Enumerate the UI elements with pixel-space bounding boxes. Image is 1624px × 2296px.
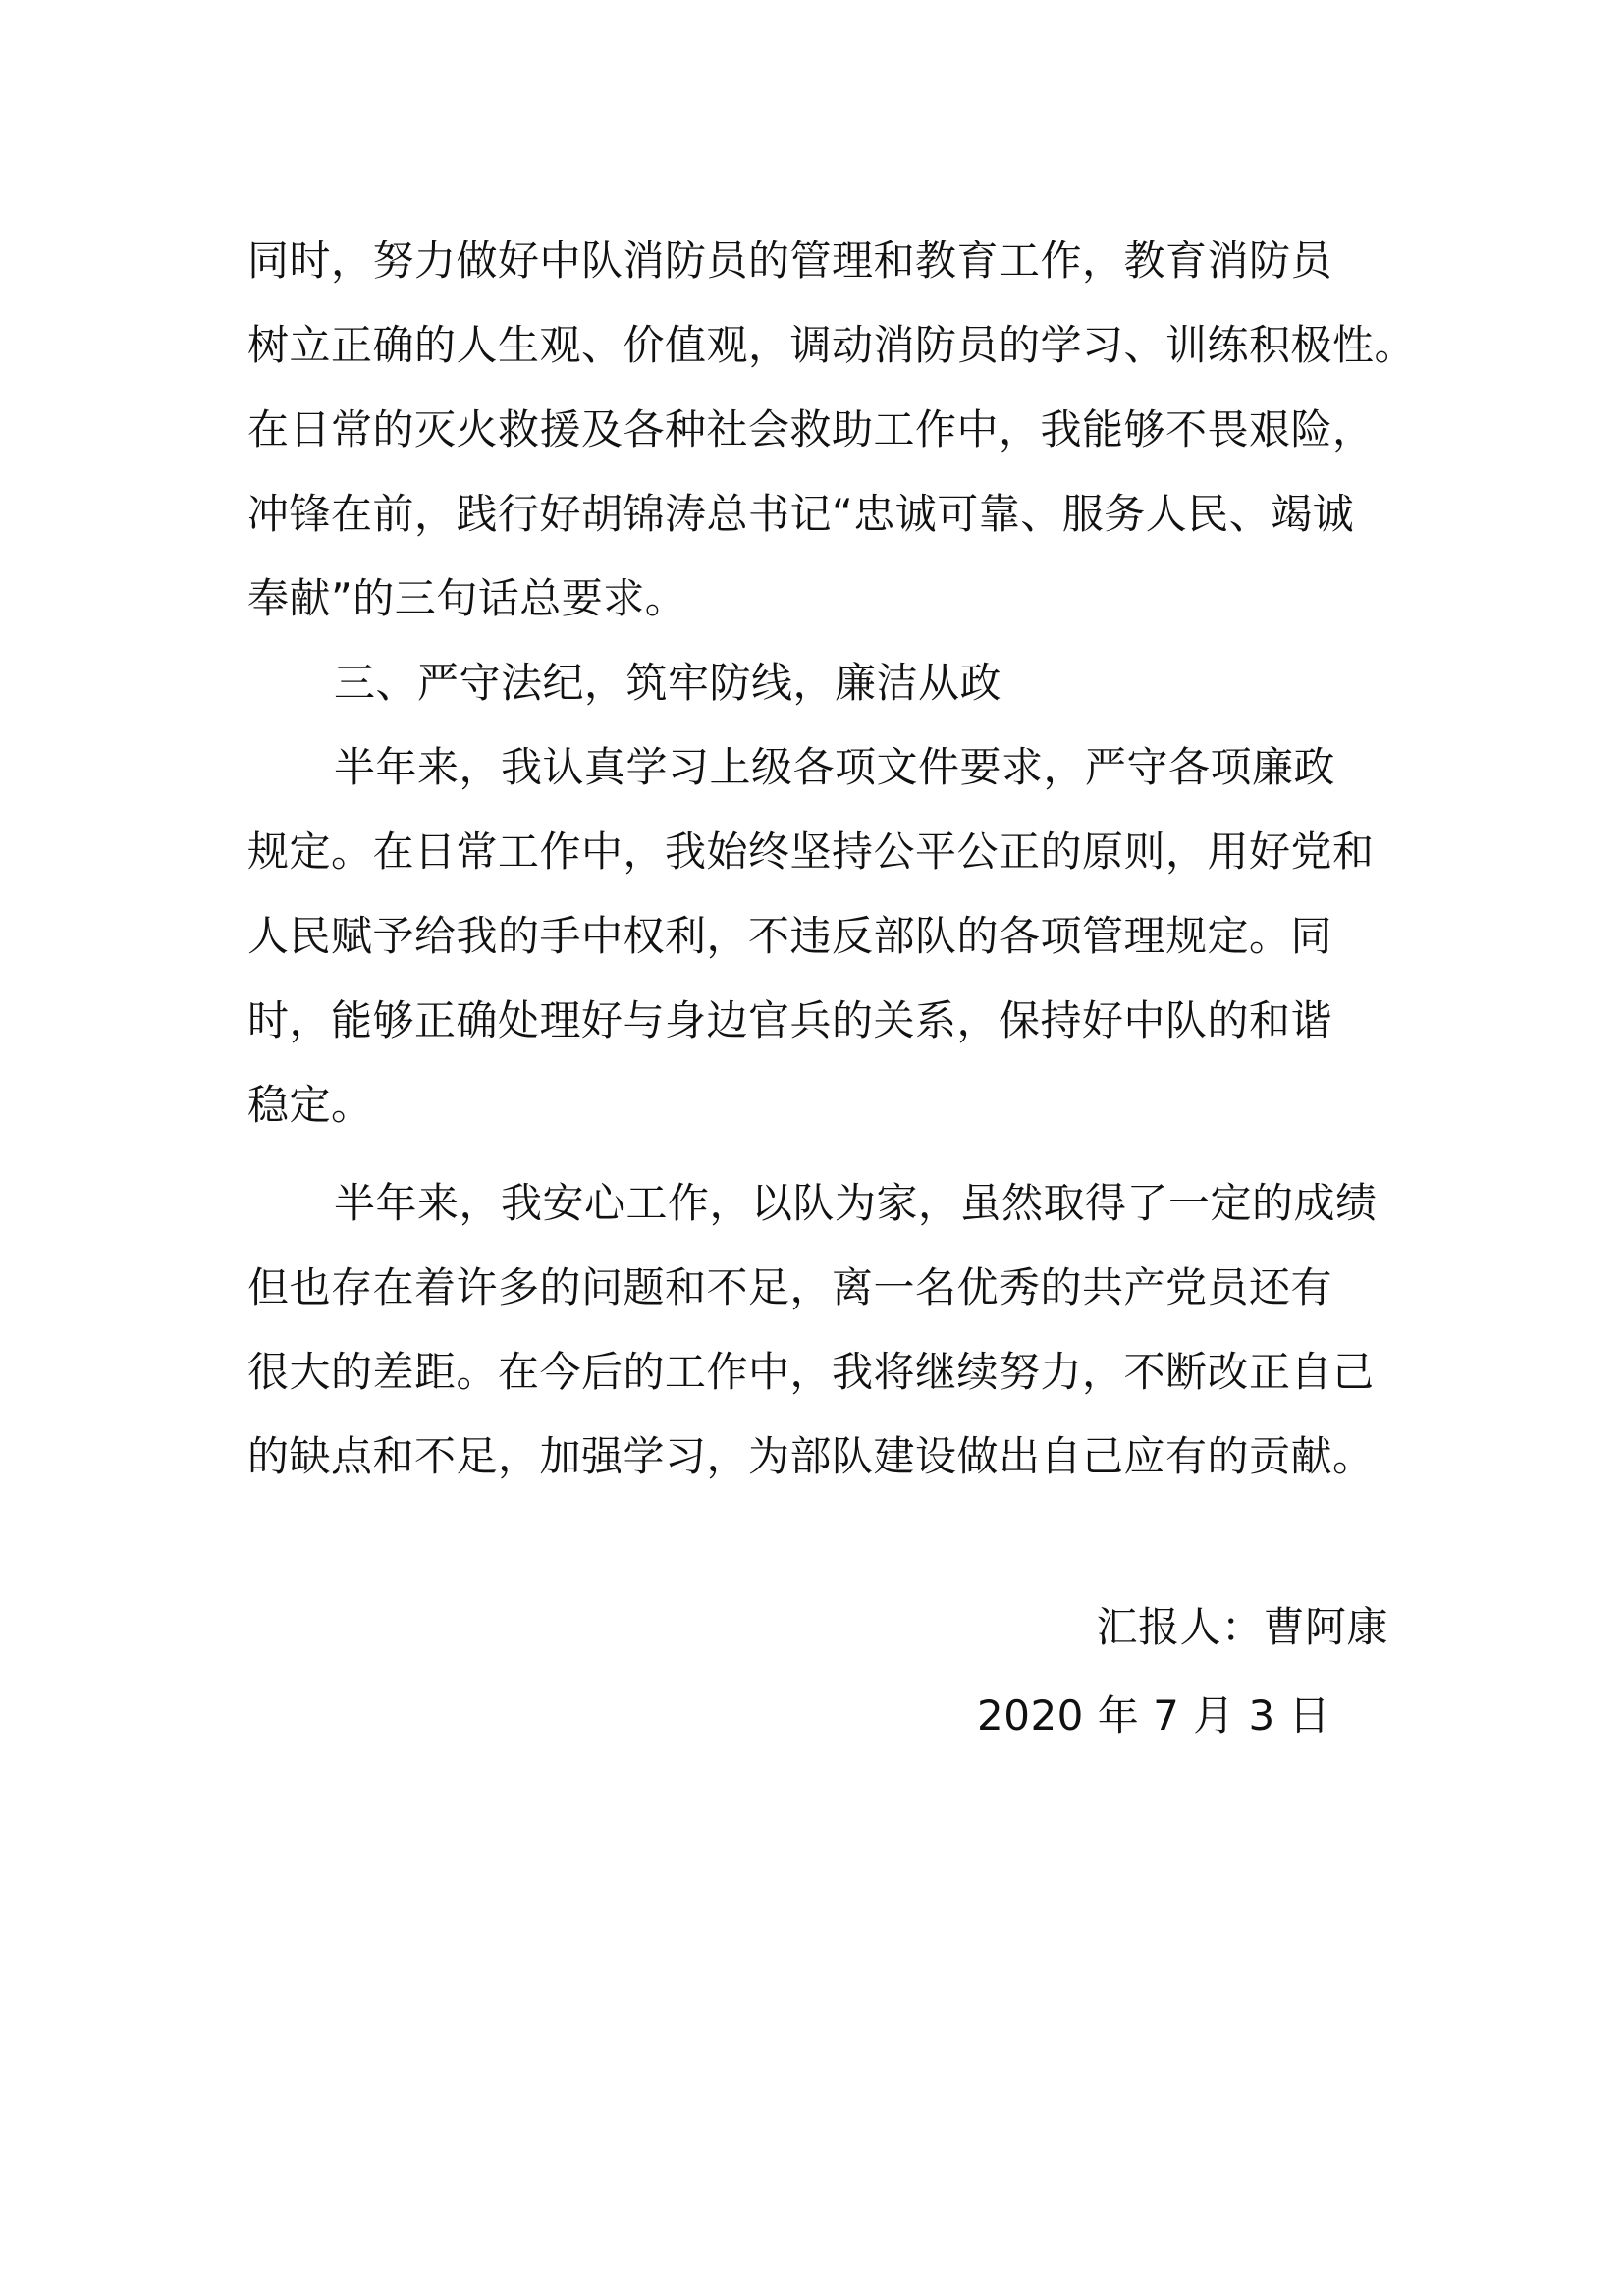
body-text-line: 树立正确的人生观、价值观，调动消防员的学习、训练积极性。 <box>247 321 1417 369</box>
body-text-line: 的缺点和不足，加强学习，为部队建设做出自己应有的贡献。 <box>247 1432 1375 1480</box>
body-text-line: 稳定。 <box>247 1081 373 1129</box>
body-text-line: 规定。在日常工作中，我始终坚持公平公正的原则，用好党和 <box>247 828 1375 876</box>
body-text-line: 奉献”的三句话总要求。 <box>247 574 687 622</box>
body-text-line: 人民赋予给我的手中权利，不违反部队的各项管理规定。同 <box>247 912 1333 960</box>
body-text-line: 同时，努力做好中队消防员的管理和教育工作，教育消防员 <box>247 237 1333 285</box>
body-text-line: 但也存在着许多的问题和不足，离一名优秀的共产党员还有 <box>247 1263 1333 1311</box>
body-text-line: 时，能够正确处理好与身边官兵的关系，保持好中队的和谐 <box>247 996 1333 1044</box>
signature-line: 汇报人：曹阿康 <box>1096 1603 1388 1651</box>
body-text-line: 很大的差距。在今后的工作中，我将继续努力，不断改正自己 <box>247 1348 1375 1396</box>
body-text-line: 半年来，我认真学习上级各项文件要求，严守各项廉政 <box>334 743 1336 791</box>
body-text-line: 在日常的灭火救援及各种社会救助工作中，我能够不畏艰险， <box>247 405 1375 454</box>
body-text-line: 冲锋在前，践行好胡锦涛总书记“忠诚可靠、服务人民、竭诚 <box>247 490 1355 538</box>
body-text-line: 半年来，我安心工作，以队为家，虽然取得了一定的成绩 <box>334 1179 1378 1227</box>
section-heading: 三、严守法纪，筑牢防线，廉洁从政 <box>334 659 1002 707</box>
date-line: 2020 年 7 月 3 日 <box>977 1691 1331 1739</box>
